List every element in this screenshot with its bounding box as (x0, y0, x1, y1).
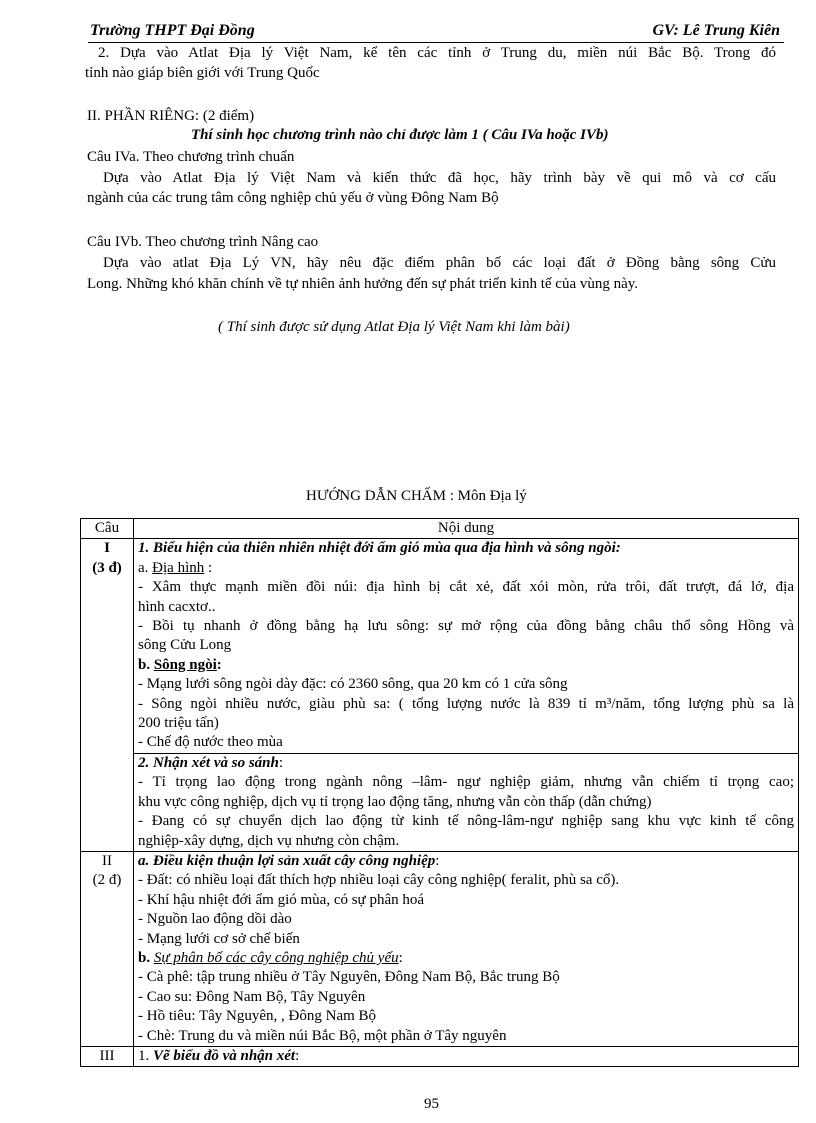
q2-heading: a. Điều kiện thuận lợi sản xuất cây công nghiệp: (138, 852, 440, 869)
list-item: - Chế độ nước theo mùa (138, 734, 283, 751)
q1b-content (134, 753, 799, 851)
table-header-row (81, 519, 799, 539)
grading-table (80, 518, 799, 1067)
list-item: sông Cửu Long (138, 637, 232, 654)
list-item: - Khí hậu nhiệt đới ẩm gió mùa, có sự phân hoá (138, 891, 425, 908)
school-name: Trường THPT Đại Đồng (90, 22, 255, 39)
iva-text-line-1: Dựa vào Atlat Địa lý Việt Nam và kiến thức đã học, hãy trình bày về qui mô và cơ cấu (103, 170, 776, 186)
list-item: khu vực công nghiệp, dịch vụ tỉ trọng lao động tăng, nhưng vẫn còn thấp (dẫn chứng) (138, 793, 652, 810)
list-item: - Sông ngòi nhiều nước, giàu phù sa: ( tổng lượng nước là 839 tỉ m³/năm, tổng lượng phù sa là (138, 695, 794, 712)
part2-title: II. PHẦN RIÊNG: (2 điểm) (87, 108, 255, 124)
q1-points: (3 đ) (92, 559, 122, 576)
ivb-title: Câu IVb. Theo chương trình Nâng cao (87, 234, 319, 250)
ivb-text-line-1: Dựa vào atlat Địa Lý VN, hãy nêu đặc điểm phân bố các loại đất ở Đồng bằng sông Cửu (103, 255, 776, 271)
q2-cell (81, 851, 134, 1046)
list-item: hình cacxtơ.. (138, 598, 216, 615)
page-number: 95 (424, 1096, 439, 1112)
q1a-content (134, 539, 799, 753)
q1-cell (81, 539, 134, 852)
header-cau: Câu (81, 519, 134, 539)
q1a-sub-a: a. Địa hình : (138, 559, 213, 576)
list-item: - Mạng lưới cơ sở chế biến (138, 930, 300, 947)
q3-content (134, 1046, 799, 1066)
iva-title: Câu IVa. Theo chương trình chuẩn (87, 149, 295, 165)
list-item: - Nguồn lao động dồi dào (138, 911, 292, 928)
list-item: - Hồ tiêu: Tây Nguyên, , Đông Nam Bộ (138, 1008, 377, 1025)
page-header (88, 20, 784, 43)
list-item: - Mạng lưới sông ngòi dày đặc: có 2360 sông, qua 20 km có 1 cửa sông (138, 676, 568, 693)
list-item: - Chè: Trung du và miền núi Bắc Bộ, một phần ở Tây nguyên (138, 1027, 507, 1044)
list-item: - Bồi tụ nhanh ở đồng bằng hạ lưu sông: sự mở rộng của đồng bằng châu thổ sông Hồng và (138, 618, 794, 635)
q3-cell (81, 1046, 134, 1066)
q2-text-line-1: 2. Dựa vào Atlat Địa lý Việt Nam, kể tên các tỉnh ở Trung du, miền núi Bắc Bộ. Trong đó (98, 45, 776, 61)
q2-content (134, 851, 799, 1046)
q3-number: III (99, 1047, 115, 1064)
iva-text-line-2: ngành của các trung tâm công nghiệp chủ yếu ở vùng Đông Nam Bộ (87, 190, 499, 206)
list-item: - Tỉ trọng lao động trong ngành nông –lâm- ngư nghiệp giảm, nhưng vẫn chiếm tỉ trọng cao; (138, 774, 794, 791)
table-row-q2 (81, 851, 799, 1046)
header-content: Nội dung (134, 519, 799, 539)
q3-heading: 1. Vẽ biểu đồ và nhận xét: (138, 1047, 300, 1064)
table-row-q1b (81, 753, 799, 851)
q2-text-line-2: tỉnh nào giáp biên giới với Trung Quốc (85, 65, 320, 81)
atlat-note: ( Thí sinh được sử dụng Atlat Địa lý Việt Nam khi làm bài) (218, 319, 570, 335)
part2-note: Thí sinh học chương trình nào chỉ được làm 1 ( Câu IVa hoặc IVb) (191, 127, 609, 143)
list-item: - Cao su: Đông Nam Bộ, Tây Nguyên (138, 988, 366, 1005)
q1a-heading: 1. Biểu hiện của thiên nhiên nhiệt đới ẩm gió mùa qua địa hình và sông ngòi: (138, 540, 621, 557)
q2-number: II (102, 852, 112, 869)
guide-title: HƯỚNG DẪN CHẤM : Môn Địa lý (306, 488, 527, 504)
list-item: - Đất: có nhiều loại đất thích hợp nhiều loại cây công nghiệp( feralit, phù sa cổ). (138, 872, 620, 889)
table-row-q1a (81, 539, 799, 753)
q2-points: (2 đ) (92, 872, 122, 889)
teacher-name: GV: Lê Trung Kiên (652, 22, 780, 39)
q1-number: I (104, 540, 110, 557)
q1b-heading: 2. Nhận xét và so sánh: (138, 754, 284, 771)
list-item: - Cà phê: tập trung nhiều ở Tây Nguyên, Đông Nam Bộ, Bắc trung Bộ (138, 969, 560, 986)
q1a-sub-b: b. Sông ngòi: (138, 656, 222, 673)
list-item: - Đang có sự chuyển dịch lao động từ kinh tế nông-lâm-ngư nghiệp sang khu vực kinh tế công (138, 813, 794, 830)
list-item: nghiệp-xây dựng, dịch vụ nhưng còn chậm. (138, 832, 400, 849)
table-row-q3 (81, 1046, 799, 1066)
list-item: - Xâm thực mạnh miền đồi núi: địa hình bị cắt xẻ, đất xói mòn, rửa trôi, đất trượt, đá lở, địa (138, 579, 794, 596)
q2-sub-b: b. Sự phân bố các cây công nghiệp chủ yếu: (138, 949, 403, 966)
ivb-text-line-2: Long. Những khó khăn chính về tự nhiên ảnh hưởng đến sự phát triển kinh tế của vùng này. (87, 276, 639, 292)
list-item: 200 triệu tấn) (138, 715, 219, 732)
